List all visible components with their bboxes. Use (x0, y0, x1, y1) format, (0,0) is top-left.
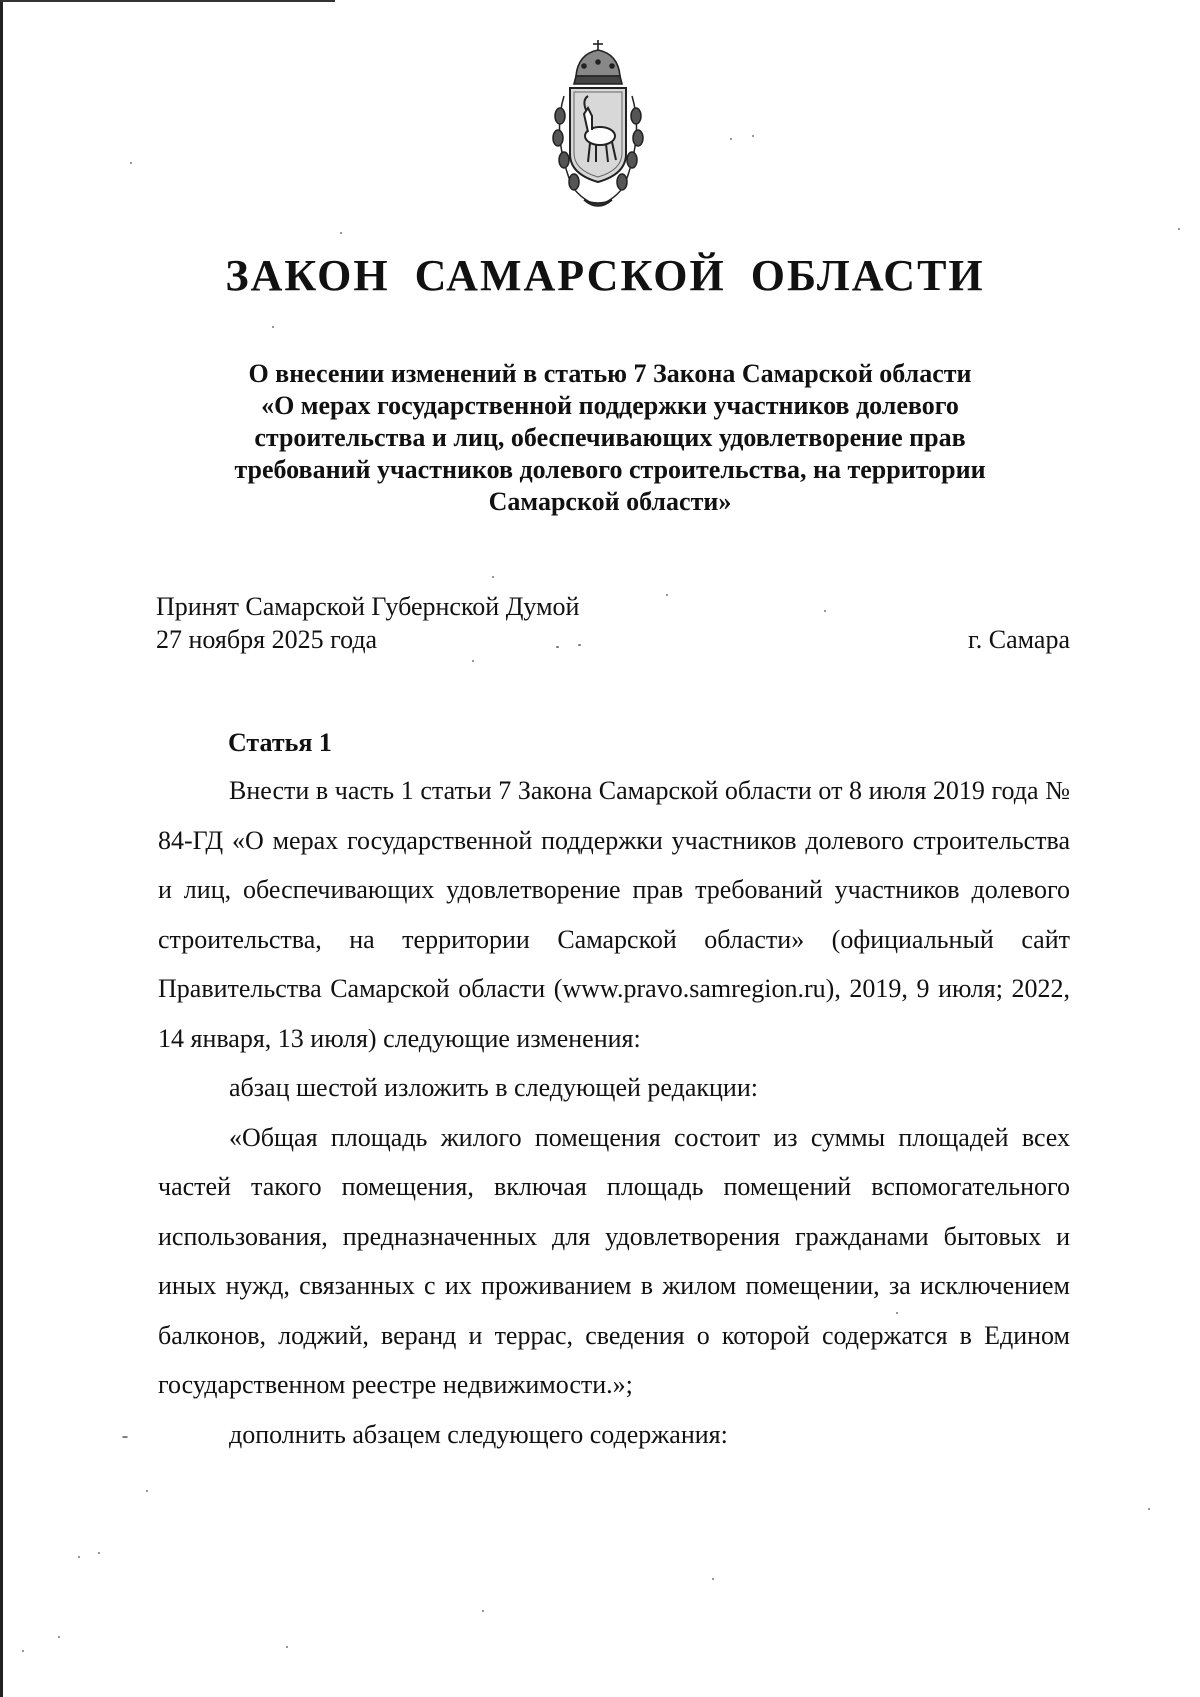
adopted-by: Принят Самарской Губернской Думой (156, 592, 580, 621)
adopted-date: 27 ноября 2025 года (156, 625, 378, 654)
city: г. Самара (968, 625, 1070, 654)
law-subject-line: О внесении изменений в статью 7 Закона Самарской области (248, 359, 972, 388)
samara-coat-of-arms-icon (528, 36, 668, 214)
law-subject (160, 358, 1060, 518)
article-title: Статья 1 (228, 728, 332, 757)
law-heading: ЗАКОН САМАРСКОЙ ОБЛАСТИ (225, 251, 985, 300)
adoption-info (156, 590, 579, 656)
article-body (158, 766, 1070, 1459)
paragraph: дополнить абзацем следующего содержания: (229, 1419, 728, 1449)
law-subject-line: Самарской области» (488, 487, 732, 516)
scan-border-left (0, 0, 3, 1697)
paragraph: Внести в часть 1 статьи 7 Закона Самарской области от 8 июля 2019 года № 84-ГД «О мерах государственной поддержки участников долевого строительства и лиц, обеспечивающих удовлетворение прав требований участников долевого строительства, на территории Самарской области» (официальный сайт Правительства Самарской области (www.pravo.samregion.ru), 2019, 9 июля; 2022, 14 января, 13 июля) следующие изменения: (158, 776, 1070, 1053)
scan-border-top (0, 0, 335, 2)
law-subject-line: требований участников долевого строительства, на территории (234, 455, 986, 484)
law-subject-line: «О мерах государственной поддержки участников долевого (261, 391, 959, 420)
paragraph: абзац шестой изложить в следующей редакции: (229, 1073, 758, 1102)
paragraph: «Общая площадь жилого помещения состоит из суммы площадей всех частей такого помещения, включая площадь помещений вспомогательного использования, предназначенных для удовлетворения гражданами бытовых и иных нужд, связанных с их проживанием в жилом помещении, за исключением балконов, лоджий, веранд и террас, сведения о которой содержатся в Едином государственном реестре недвижимости.»; (158, 1122, 1070, 1399)
law-subject-line: строительства и лиц, обеспечивающих удовлетворение прав (254, 423, 966, 452)
